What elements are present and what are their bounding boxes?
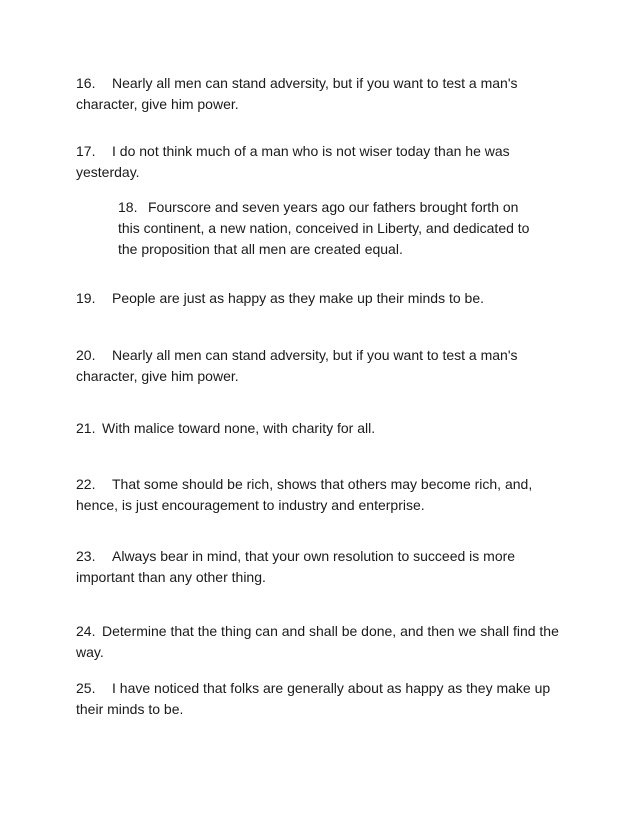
quote-22 bbox=[76, 474, 556, 516]
quote-number: 25. bbox=[76, 680, 96, 696]
quote-text: I do not think much of a man who is not wiser today than he was yesterday. bbox=[76, 143, 510, 180]
quote-number: 21. bbox=[76, 420, 96, 436]
quote-text: Fourscore and seven years ago our fathers brought forth on this continent, a new nation, conceived in Liberty, and dedicated to the proposition that all men are created equal. bbox=[118, 199, 530, 257]
quote-number: 23. bbox=[76, 548, 96, 564]
quote-text: Nearly all men can stand adversity, but if you want to test a man's character, give him power. bbox=[76, 75, 518, 112]
quote-23 bbox=[76, 546, 556, 588]
quote-text: I have noticed that folks are generally about as happy as they make up their minds to be. bbox=[76, 680, 551, 717]
quote-21 bbox=[76, 418, 556, 439]
quote-text: With malice toward none, with charity for all. bbox=[102, 420, 376, 436]
quote-18 bbox=[118, 197, 538, 260]
quote-number: 20. bbox=[76, 347, 96, 363]
quote-text: Nearly all men can stand adversity, but if you want to test a man's character, give him power. bbox=[76, 347, 518, 384]
quote-16 bbox=[76, 73, 556, 115]
quote-17 bbox=[76, 141, 556, 183]
quote-number: 22. bbox=[76, 476, 96, 492]
quote-19 bbox=[76, 288, 556, 309]
quote-number: 16. bbox=[76, 75, 96, 91]
quote-text: Always bear in mind, that your own resolution to succeed is more important than any other thing. bbox=[76, 548, 516, 585]
quote-24 bbox=[76, 621, 576, 663]
quote-number: 17. bbox=[76, 143, 96, 159]
quote-text: Determine that the thing can and shall be done, and then we shall find the way. bbox=[76, 623, 559, 660]
quote-number: 19. bbox=[76, 290, 96, 306]
quote-20 bbox=[76, 345, 556, 387]
quote-text: That some should be rich, shows that others may become rich, and, hence, is just encouragement to industry and enterprise. bbox=[76, 476, 533, 513]
quote-25 bbox=[76, 678, 556, 720]
quote-number: 18. bbox=[118, 199, 138, 215]
quote-text: People are just as happy as they make up their minds to be. bbox=[112, 290, 484, 306]
quote-number: 24. bbox=[76, 623, 96, 639]
